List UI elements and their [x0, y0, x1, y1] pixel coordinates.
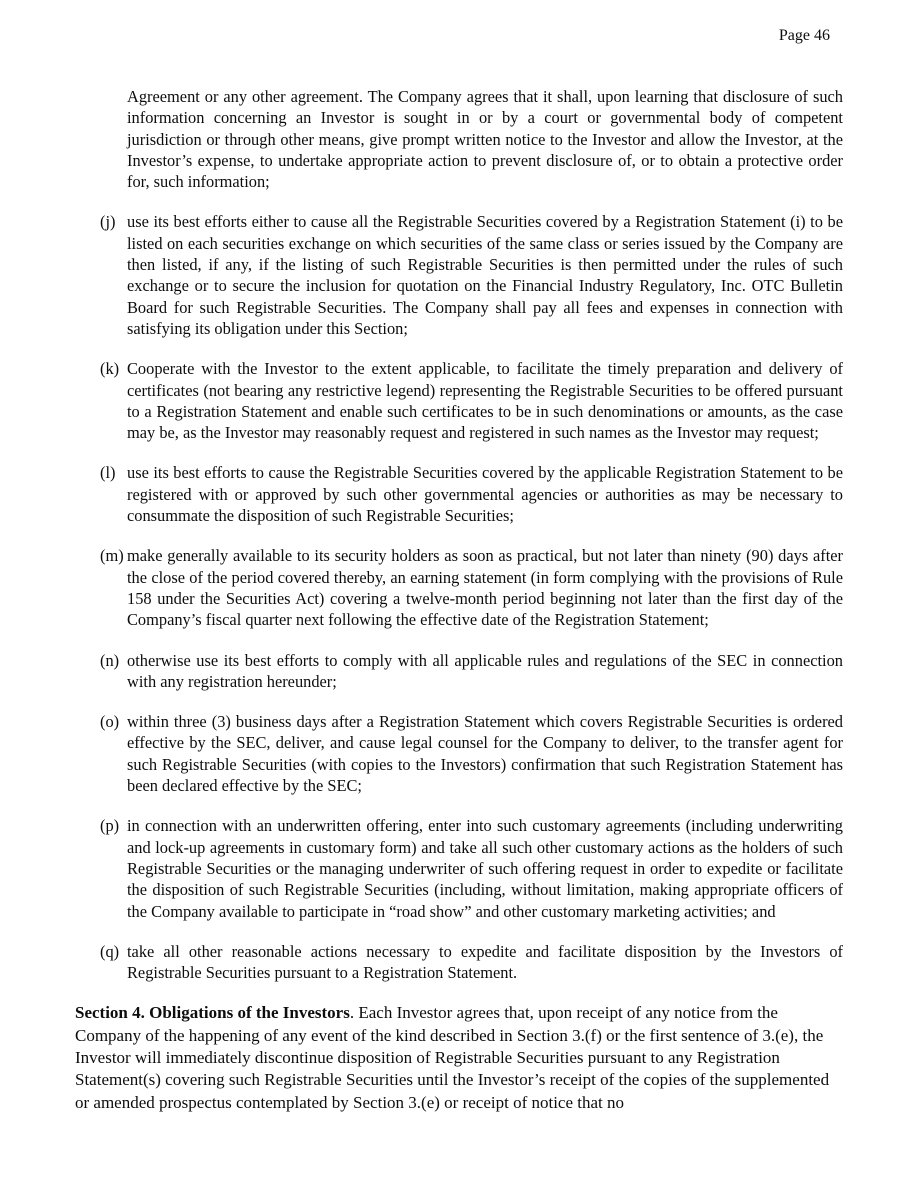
list-item-marker: (o) — [100, 712, 120, 732]
list-item — [100, 711, 843, 796]
section-4-heading: Section 4. Obligations of the Investors — [75, 1003, 350, 1023]
list-item-marker: (m) — [100, 546, 124, 566]
list-item-text: within three (3) business days after a Registration Statement which covers Registrable Securities is ordered effective by the SEC, deliver, and cause legal counsel for the Company to deliver, to the transfer agent for such Registrable Securities (with copies to the Investors) confirmation that such Registration Statement has been declared effective by the SEC; — [127, 712, 843, 796]
list-item — [100, 941, 843, 984]
section-4-body: . Each Investor agrees that, upon receipt of any notice from the Company of the happening of any event of the kind described in Section 3.(f) or the first sentence of 3.(e), the Investor will immediately discontinue disposition of Registrable Securities pursuant to any Registration Statement(s) covering such Registrable Securities until the Investor’s receipt of the copies of the supplemented or amended prospectus contemplated by Section 3.(e) or receipt of notice that no — [75, 1003, 830, 1112]
list-item-marker: (n) — [100, 650, 120, 670]
list-item-text: use its best efforts either to cause all the Registrable Securities covered by a Registration Statement (i) to be listed on each securities exchange on which securities of the same class or series issued by the Company are then listed, if any, if the listing of such Registrable Securities is then permitted under the rules of such exchange or to secure the inclusion for quotation on the Financial Industry Regulatory, Inc. OTC Bulletin Board for such Registrable Securities. The Company shall pay all fees and expenses in connection with satisfying its obligation under this Section; — [127, 212, 843, 338]
list-item-text: in connection with an underwritten offering, enter into such customary agreements (including underwriting and lock-up agreements in customary form) and take all such other customary actions as the holders of such Registrable Securities or the managing underwriter of such offering request in order to expedite or facilitate the disposition of such Registrable Securities (including, without limitation, making appropriate officers of the Company available to participate in “road show” and other customary marketing activities; and — [127, 816, 843, 921]
list-item-text: use its best efforts to cause the Registrable Securities covered by the applicable Registration Statement to be registered with or approved by such other governmental agencies or authorities as may be necessary to consummate the disposition of such Registrable Securities; — [127, 463, 843, 526]
list-item-text: take all other reasonable actions necessary to expedite and facilitate disposition by the Investors of Registrable Securities pursuant to a Registration Statement. — [127, 941, 843, 983]
list-item-text: Cooperate with the Investor to the extent applicable, to facilitate the timely preparation and delivery of certificates (not bearing any restrictive legend) representing the Registrable Securities to be offered pursuant to a Registration Statement and enable such certificates to be in such denominations or amounts, as the case may be, as the Investor may reasonably request and registered in such names as the Investor may request; — [127, 359, 843, 443]
list-item-text: make generally available to its security holders as soon as practical, but not later than ninety (90) days after the close of the period covered thereby, an earning statement (in form complying with the provisions of Rule 158 under the Securities Act) covering a twelve-month period beginning not later than the first day of the Company’s fiscal quarter next following the effective date of the Registration Statement; — [127, 546, 843, 630]
list-item-marker: (p) — [100, 816, 120, 836]
section-4-paragraph — [75, 1002, 843, 1113]
list-item — [100, 650, 843, 693]
list-item — [100, 545, 843, 630]
list-item — [100, 211, 843, 339]
list-item — [100, 462, 843, 526]
list-item-text: Agreement or any other agreement. The Company agrees that it shall, upon learning that disclosure of such information concerning an Investor is sought in or by a court or governmental body of competent jurisdiction or through other means, give prompt written notice to the Investor and allow the Investor, at the Investor’s expense, to undertake appropriate action to prevent disclosure of, or to obtain a protective order for, such information; — [127, 87, 843, 192]
list-item — [100, 815, 843, 921]
page-header — [75, 26, 843, 46]
list-item-marker: (q) — [100, 941, 120, 961]
list-item-marker: (k) — [100, 359, 120, 379]
list-item-marker: (j) — [100, 212, 116, 232]
list-item-marker: (l) — [100, 463, 116, 483]
list-item — [100, 86, 843, 192]
obligations-list — [75, 86, 843, 983]
list-item-text: otherwise use its best efforts to comply with all applicable rules and regulations of the SEC in connection with any registration hereunder; — [127, 650, 843, 691]
page-number: Page 46 — [778, 27, 830, 44]
list-item — [100, 358, 843, 443]
